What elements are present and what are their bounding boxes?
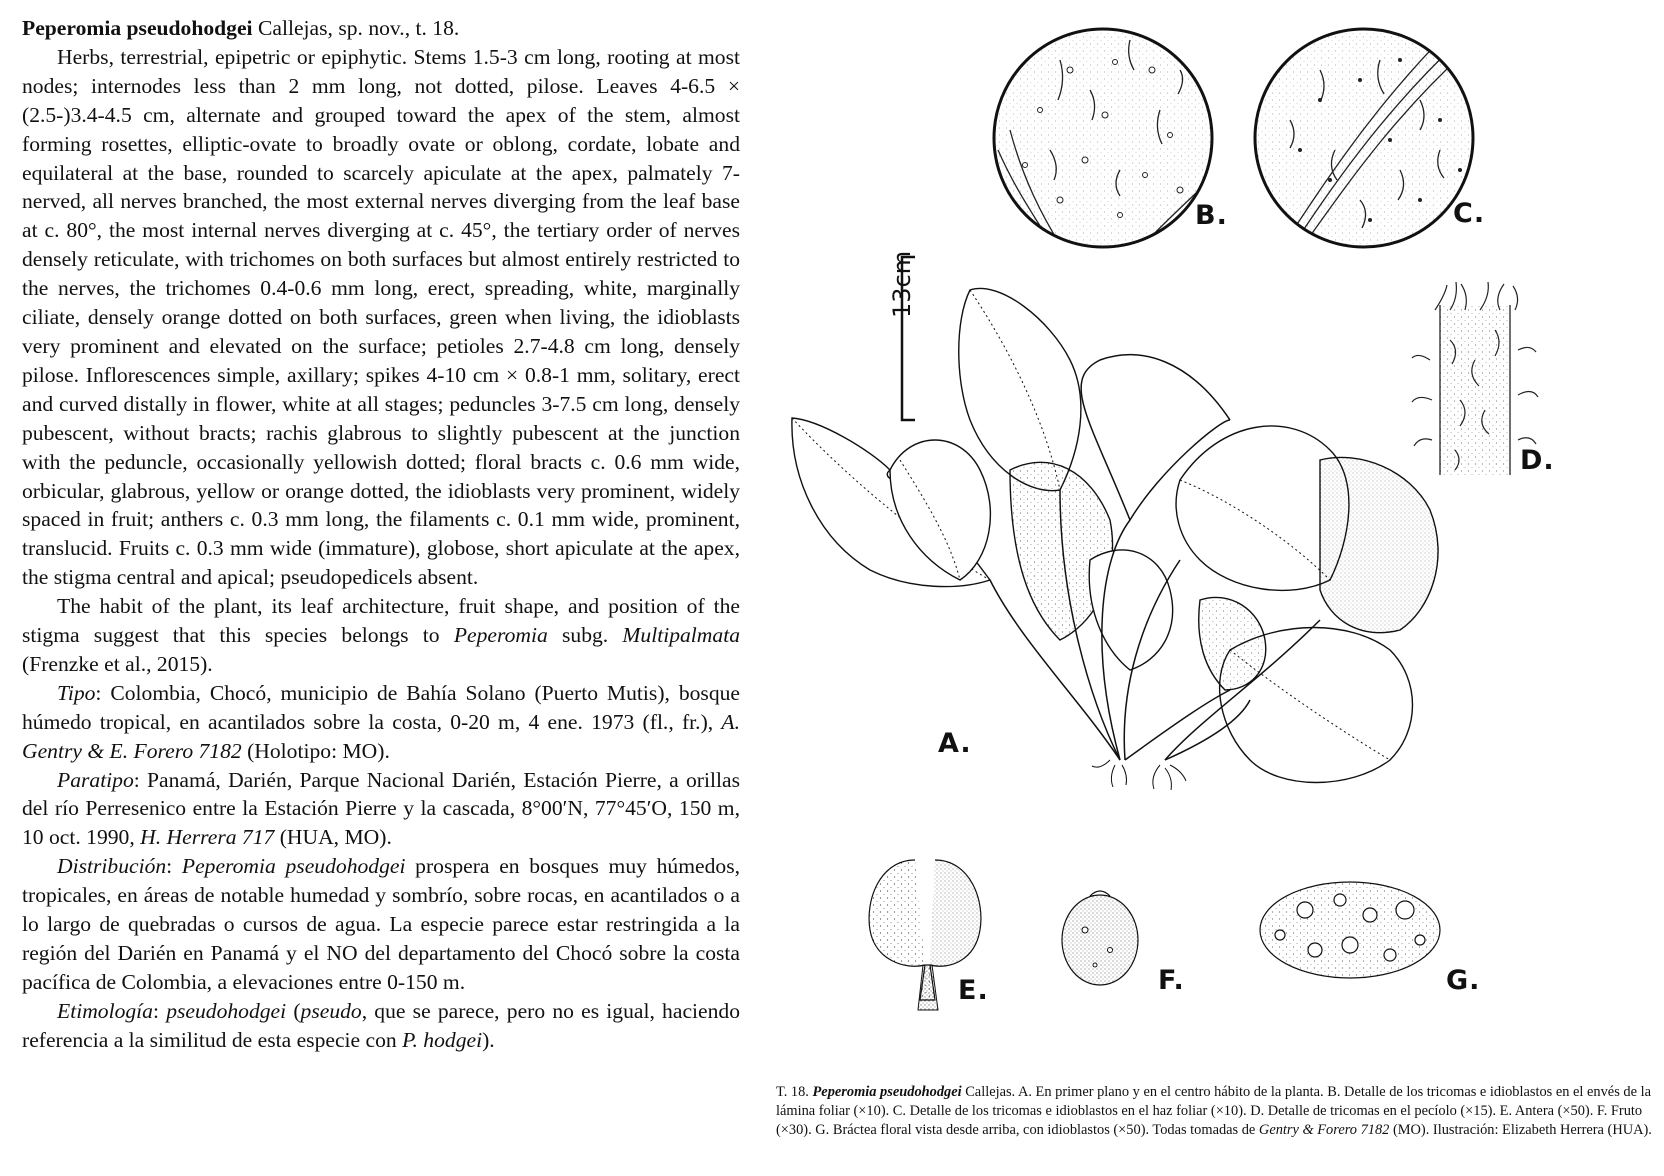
etimologia-text-b: , que se parece, pero no es igual, haciendo referencia a la similitud de esta especie con	[22, 998, 740, 1052]
etimologia-pseudo: pseudo	[300, 998, 362, 1023]
habit-subgenus: Multipalmata	[622, 623, 740, 648]
etimologia-text-a: (	[286, 998, 301, 1023]
distribucion-species: Peperomia pseudohodgei	[181, 854, 406, 879]
panel-a-plant-habit	[792, 288, 1438, 790]
species-heading	[22, 14, 740, 43]
caption-prefix: T. 18.	[776, 1084, 813, 1100]
paratipo-label: Paratipo	[57, 767, 134, 792]
caption-text-a: Callejas. A. En primer plano y en el centro hábito de la planta. B. Detalle de los tricomas e idioblastos en el envés de la lámina foliar (×10). C. Detalle de los tricomas e idioblastos en el haz foliar (×10). D. Detalle de tricomas en el pecíolo (×15). E. Antera (×50). F. Fruto (×30). G. Bráctea floral vista desde arriba, con idioblastos (×50). Todas tomadas de	[776, 1084, 1651, 1139]
panel-label-f: F.	[1158, 965, 1185, 996]
habit-text-a: The habit of the plant, its leaf architecture, fruit shape, and position of the stigma suggest that this species belongs to	[22, 594, 740, 648]
panel-label-g: G.	[1446, 965, 1481, 996]
etimologia-label: Etimología	[57, 998, 153, 1023]
illustration-plate	[760, 0, 1664, 1176]
panel-g-floral-bract	[1260, 882, 1440, 978]
tipo-text-b: (Holotipo: MO).	[241, 738, 390, 763]
panel-label-b: B.	[1195, 200, 1228, 231]
panel-c-leaf-upper-detail	[1255, 29, 1473, 250]
panel-label-d: D.	[1520, 445, 1555, 476]
panel-f-fruit	[1062, 891, 1138, 985]
etimologia-paragraph	[22, 997, 740, 1055]
panel-label-e: E.	[958, 975, 989, 1006]
habit-genus: Peperomia	[453, 623, 548, 648]
caption-collector: Gentry & Forero 7182	[1258, 1122, 1390, 1139]
habit-text-c: (Frenzke et al., 2015).	[22, 651, 213, 676]
paratipo-text-a: : Panamá, Darién, Parque Nacional Darién, Estación Pierre, a orillas del río Perresenico entre la Estación Pierre y la cascada, 8°00′N, 77°45′O, 150 m, 10 oct. 1990,	[22, 767, 740, 850]
etimologia-sep: :	[152, 998, 167, 1023]
etimologia-text-c: ).	[482, 1027, 495, 1052]
panel-label-a: A.	[938, 728, 972, 759]
caption-text-b: (MO). Ilustración: Elizabeth Herrera (HUA).	[1389, 1122, 1652, 1139]
paratipo-collector: H. Herrera 717	[140, 825, 275, 850]
tipo-collector: A. Gentry & E. Forero 7182	[22, 709, 740, 763]
panel-label-c: C.	[1453, 198, 1486, 229]
tipo-paragraph	[22, 679, 740, 766]
figure-caption	[776, 1083, 1656, 1141]
tipo-text-a: : Colombia, Chocó, municipio de Bahía Solano (Puerto Mutis), bosque húmedo tropical, en acantilados sobre la costa, 0-20 m, 4 ene. 1973 (fl., fr.),	[22, 680, 740, 734]
habit-text-b: subg.	[547, 623, 623, 648]
scale-bar-label: 13cm	[888, 250, 916, 318]
paratipo-text-b: (HUA, MO).	[274, 825, 392, 850]
distribucion-sep: :	[166, 854, 182, 879]
species-authority: Callejas, sp. nov., t. 18.	[252, 16, 460, 40]
distribucion-text: prospera en bosques muy húmedos, tropicales, en áreas de notable humedad y sombrío, sobre rocas, en acantilados o a lo largo de quebradas o cursos de agua. La especie parece estar restringida a la región del Darién en Panamá y el NO del departamento del Chocó sobre la costa pacífica de Colombia, a elevaciones entre 0-150 m.	[22, 854, 740, 994]
caption-species: Peperomia pseudohodgei	[812, 1084, 962, 1100]
species-description	[22, 14, 740, 1055]
etimologia-epithet: pseudohodgei	[166, 998, 287, 1023]
tipo-label: Tipo	[57, 680, 96, 705]
distribucion-label: Distribución	[57, 854, 167, 879]
paratipo-paragraph	[22, 766, 740, 853]
morphology-paragraph: Herbs, terrestrial, epipetric or epiphytic. Stems 1.5-3 cm long, rooting at most nodes; internodes less than 2 mm long, not dotted, pilose. Leaves 4-6.5 × (2.5-)3.4-4.5 cm, alternate and grouped toward the apex of the stem, almost forming rosettes, elliptic-ovate to broadly ovate or oblong, cordate, lobate and equilateral at the base, rounded to scarcely apiculate at the apex, palmately 7-nerved, all nerves branched, the most external nerves diverging from the leaf base at c. 80°, the most internal nerves diverging at c. 45°, the tertiary order of nerves densely reticulate, with trichomes on both surfaces but almost entirely restricted to the nerves, the trichomes 0.4-0.6 mm long, erect, spreading, white, marginally ciliate, densely orange dotted on both surfaces, green when living, the idioblasts very prominent and elevated on the surface; petioles 2.7-4.8 cm long, densely pilose. Inflorescences simple, axillary; spikes 4-10 cm × 0.8-1 mm, solitary, erect and curved distally in flower, white at all stages; peduncles 3-7.5 cm long, densely pubescent, without bracts; rachis glabrous to slightly pubescent at the junction with the peduncle, occasionally yellowish dotted; floral bracts c. 0.6 mm wide, orbicular, glabrous, yellow or orange dotted, the idioblasts very prominent, widely spaced in fruit; anthers c. 0.3 mm long, the filaments c. 0.1 mm wide, prominent, translucid. Fruits c. 0.3 mm wide (immature), globose, short apiculate at the apex, the stigma central and apical; pseudopedicels absent.	[22, 44, 740, 590]
habit-paragraph	[22, 592, 740, 679]
distribucion-paragraph	[22, 852, 740, 997]
plate-drawing	[760, 0, 1664, 1176]
species-name: Peperomia pseudohodgei	[22, 16, 253, 40]
etimologia-reference-species: P. hodgei	[402, 1027, 483, 1052]
